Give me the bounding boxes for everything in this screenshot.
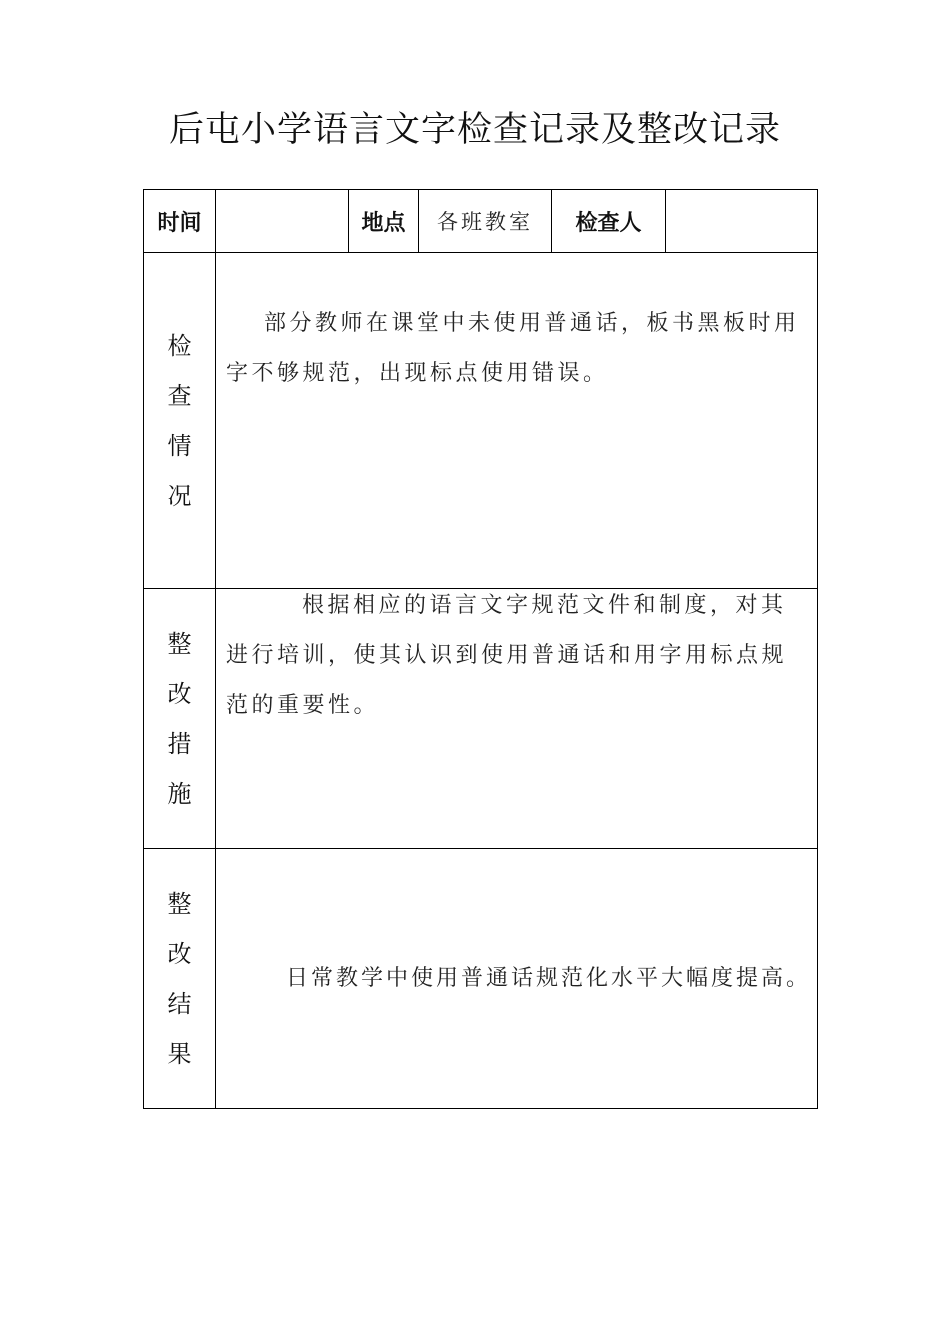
measures-label-char: 改 [167,679,192,708]
inspection-label-char: 情 [167,431,192,460]
measures-label-char: 措 [167,729,192,758]
result-text: 日常教学中使用普通话规范化水平大幅度提高。 [285,965,811,991]
measures-text: 根据相应的语言文字规范文件和制度，对其进行培训，使其认识到使用普通话和用字用标点规范的重要性。 [226,593,788,718]
time-value [216,190,349,253]
result-content [216,849,818,1109]
result-row [144,849,818,1109]
inspection-row [144,253,818,589]
measures-label-char: 施 [167,779,192,808]
inspection-label-char: 检 [167,331,192,360]
result-label-char: 整 [167,889,192,918]
measures-row [144,589,818,849]
inspection-record-table [143,189,818,1109]
result-label-char: 结 [167,989,192,1018]
result-label-char: 果 [167,1039,192,1068]
header-row [144,190,818,253]
document-title: 后屯小学语言文字检查记录及整改记录 [168,110,781,150]
inspection-label-char: 查 [167,381,192,410]
result-label-char: 改 [167,939,192,968]
inspection-label-char: 况 [167,481,192,510]
measures-label-char: 整 [167,629,192,658]
location-label: 地点 [349,190,419,253]
inspection-content [216,253,818,589]
inspector-label: 检查人 [552,190,666,253]
location-value: 各班教室 [419,190,552,253]
measures-content [216,589,818,849]
result-label [144,849,216,1109]
time-label: 时间 [144,190,216,253]
measures-label [144,589,216,849]
inspection-text: 部分教师在课堂中未使用普通话，板书黑板时用字不够规范，出现标点使用错误。 [226,311,800,386]
inspector-value [666,190,818,253]
inspection-label [144,253,216,589]
